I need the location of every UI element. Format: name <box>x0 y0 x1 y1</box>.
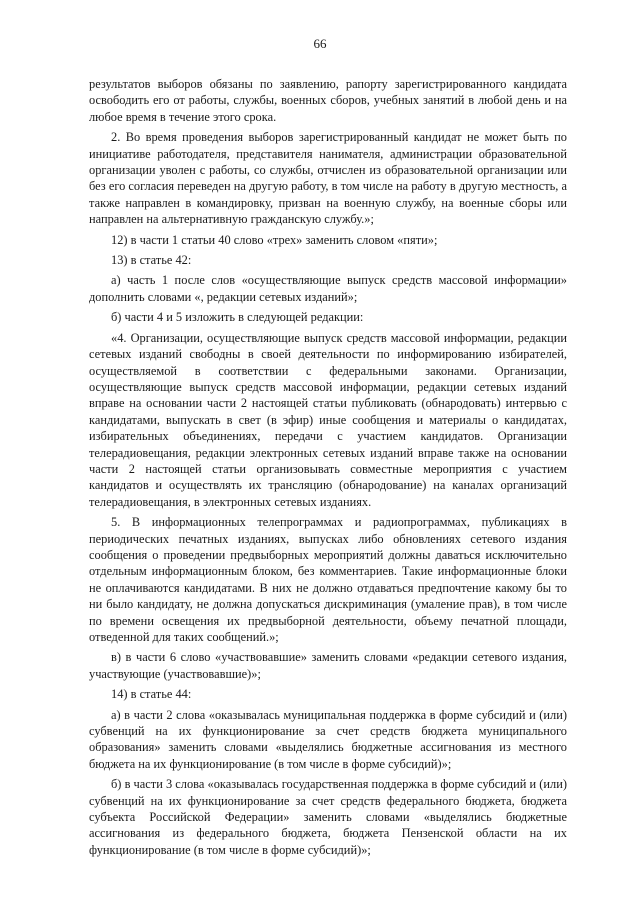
paragraph-item-14a: а) в части 2 слова «оказывалась муниципальная поддержка в форме субсидий и (или) субвенций на их функционирование за счет средств бюджета муниципального образования» заменить словами «выделялись бюджетные ассигнования из местного бюджета на их функционирование (в том числе в форме субсидий)»; <box>89 707 567 771</box>
paragraph-item-13a: а) часть 1 после слов «осуществляющие выпуск средств массовой информации» дополнить словами «, редакции сетевых изданий»; <box>89 273 567 304</box>
paragraph-item-12: 12) в части 1 статьи 40 слово «трех» заменить словом «пяти»; <box>111 232 438 247</box>
paragraph-item-2: 2. Во время проведения выборов зарегистрированный кандидат не может быть по инициативе работодателя, представителя нанимателя, администрации образовательной организации уволен с работы, со службы, отчислен из образовательной организации или без его согласия переведен на другую работу, в том числе на работу в другую местность, а также направлен в командировку, призван на военную службу, на военные сборы или направлен на альтернативную гражданскую службу.»; <box>89 130 567 227</box>
document-body <box>89 76 567 858</box>
paragraph-part-4: «4. Организации, осуществляющие выпуск средств массовой информации, редакции сетевых изданий свободны в своей деятельности по информированию избирателей, осуществляемой в соответствии с федеральными законами. Организации, осуществляющие выпуск средств массовой информации, редакции сетевых изданий вправе на основании части 2 настоящей статьи публиковать (обнародовать) интервью с кандидатами, выпускать в свет (в эфир) иные сообщения и материалы о кандидатах, избирательных объединениях, передачи с участием кандидатов. Организации телерадиовещания, редакции электронных сетевых изданий вправе также на основании части 2 настоящей статьи организовывать совместные мероприятия с участием кандидатов и осуществлять их трансляцию (обнародование) на каналах организаций телерадиовещания, в электронных сетевых изданиях. <box>89 330 567 509</box>
paragraph-item-13v: в) в части 6 слово «участвовавшие» заменить словами «редакции сетевого издания, участвующие (участвовавшие)»; <box>89 650 567 681</box>
paragraph-item-14: 14) в статье 44: <box>111 687 192 702</box>
page-number: 66 <box>313 36 327 51</box>
paragraph-item-13b: б) части 4 и 5 изложить в следующей редакции: <box>111 310 364 325</box>
paragraph-item-13: 13) в статье 42: <box>111 253 192 268</box>
paragraph-continuation: результатов выборов обязаны по заявлению, рапорту зарегистрированного кандидата освободить его от работы, службы, военных сборов, учебных занятий в любой день и на любое время в течение этого срока. <box>89 77 567 124</box>
paragraph-part-5: 5. В информационных телепрограммах и радиопрограммах, публикациях в периодических печатных изданиях, выпусках либо обновлениях сетевого издания сообщения о проведении предвыборных мероприятий должны даваться исключительно отдельным информационным блоком, без комментариев. Такие информационные блоки не оплачиваются кандидатами. В них не должно отдаваться предпочтение какому бы то ни было кандидату, не должна допускаться дискриминация (умаление прав), в том числе по времени освещения их предвыборной деятельности, объему печатной площади, отведенной для таких сообщений.»; <box>89 515 567 644</box>
paragraph-item-14b: б) в части 3 слова «оказывалась государственная поддержка в форме субсидий и (или) субвенций на их функционирование за счет средств федерального бюджета, бюджета субъекта Российской Федерации» заменить словами «выделялись бюджетные ассигнования из федерального бюджета, бюджета Пензенской области на их функционирование (в том числе в форме субсидий)»; <box>89 777 567 857</box>
